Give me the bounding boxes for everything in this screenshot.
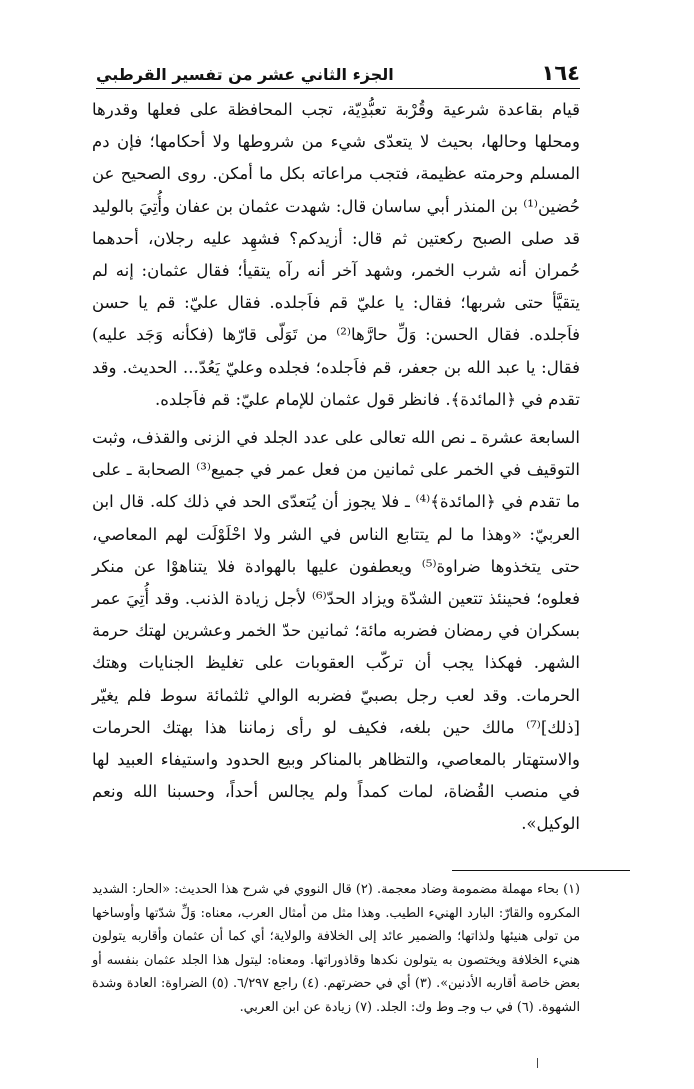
main-text: [92, 94, 580, 841]
footnote-separator: [452, 870, 630, 871]
running-title: الجزء الثاني عشر من تفسير القرطبي: [96, 65, 394, 84]
page-number: ١٦٤: [541, 61, 580, 85]
footnotes-text: (١) بحاء مهملة مضمومة وضاد معجمة. (٢) قال النووي في شرح هذا الحديث: «الحار: الشديد المكروه والقارّ: البارد الهنيء الطيب. وهذا مثل من أمثال العرب، معناه: وَلِّ شدّتها وأوساخها من تولى هنيئها ولذاتها؛ والضمير عائد إلى الخلافة والولاية؛ أي كما أن عثمان وأقاربه يتولون هنيء الخلافة ويختصون به يتولون نكدها وقاذوراتها. ومعناه: ليتول هذا الجلد عثمان بنفسه أو بعض خاصة أقاربه الأدنين». (٣) أي في حضرتهم. (٤) راجع ٦/٢٩٧. (٥) الضراوة: العادة وشدة الشهوة. (٦) في ب وجـ وط وك: الجلد. (٧) زيادة عن ابن العربي.: [92, 882, 580, 1015]
scan-mark: [537, 1058, 541, 1068]
footnotes: [92, 878, 580, 1019]
paragraph-1: قيام بقاعدة شرعية وقُرْبة تعبُّدِيّة، تجب المحافظة على فعلها وقدرها ومحلها وحالها، بحيث لا يتعدّى شيء من شروطها ولا أحكامها؛ فإن دم المسلم وحرمته عظيمة، فتجب مراعاته بكل ما أمكن. روى الصحيح عن حُضين⁽¹⁾ بن المنذر أبي ساسان قال: شهدت عثمان بن عفان وأُتِيَ بالوليد قد صلى الصبح ركعتين ثم قال: أزيدكم؟ فشهِد عليه رجلان، أحدهما حُمران أنه شرب الخمر، وشهد آخر أنه رآه يتقيأ؛ فقال عثمان: إنه لم يتقيَّأ حتى شربها؛ فقال: يا عليّ قم فاَجلده. فقال عليّ: قم يا حسن فاَجلده. فقال الحسن: وَلِّ حارَّها⁽²⁾ من تَوَلّى قارّها (فكأنه وَجَد عليه) فقال: يا عبد الله بن جعفر، قم فاَجلده؛ فجلده وعليّ يَعُدّ... الحديث. وقد تقدم في ﴿المائدة﴾. فانظر قول عثمان للإمام عليّ: قم فاَجلده.: [92, 100, 580, 409]
page-header: [96, 56, 580, 89]
paragraph-2: السابعة عشرة ـ نص الله تعالى على عدد الجلد في الزنى والقذف، وثبت التوقيف في الخمر على ثمانين من فعل عمر في جميع⁽³⁾ الصحابة ـ على ما تقدم في ﴿المائدة﴾⁽⁴⁾ ـ فلا يجوز أن يُتعدّى الحد في ذلك كله. قال ابن العربيّ: «وهذا ما لم يتتابع الناس في الشر ولا احْلَوْلَت لهم المعاصي، حتى يتخذوها ضراوة⁽⁵⁾ ويعطفون عليها بالهوادة فلا يتناهوْا عن منكر فعلوه؛ فحينئذ تتعين الشدّة ويزاد الحدّ⁽⁶⁾ لأجل زيادة الذنب. وقد أُتِيَ عمر بسكران في رمضان فضربه مائة؛ ثمانين حدّ الخمر وعشرين لهتك حرمة الشهر. فهكذا يجب أن تركّب العقوبات على تغليظ الجنايات وهتك الحرمات. وقد لعب رجل بصبيّ فضربه الوالي ثلثمائة سوط فلم يغيّر [ذلك]⁽⁷⁾ مالك حين بلغه، فكيف لو رأى زماننا هذا بهتك الحرمات والاستهتار بالمعاصي، والتظاهر بالمناكر وبيع الحدود واستيفاء العبيد لها في منصب القُضاة، لمات كمداً ولم يجالس أحداً، وحسبنا الله ونعم الوكيل».: [92, 428, 580, 834]
